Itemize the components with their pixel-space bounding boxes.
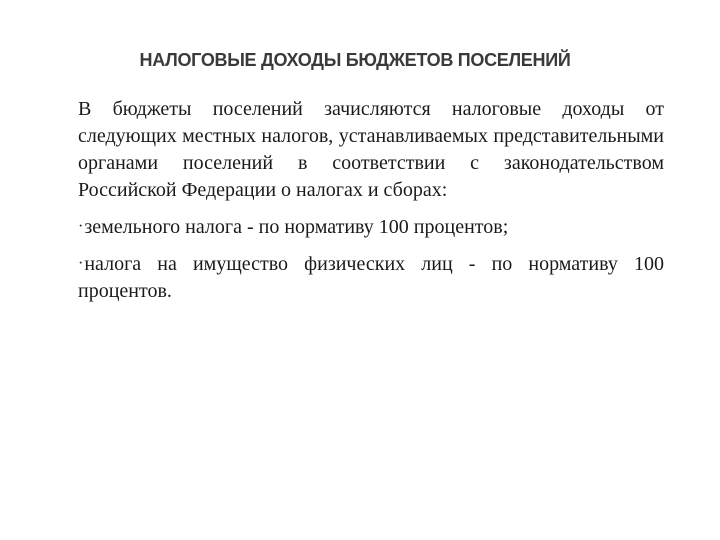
bullet-text: земельного налога - по нормативу 100 процентов; [84, 216, 509, 238]
bullet-text: налога на имущество физических лиц - по нормативу 100 процентов. [78, 253, 664, 302]
bullet-list [78, 213, 664, 305]
bullet-item-land-tax [78, 213, 664, 241]
bullet-item-property-tax [78, 250, 664, 305]
slide-title: НАЛОГОВЫЕ ДОХОДЫ БЮДЖЕТОВ ПОСЕЛЕНИЙ [139, 50, 571, 70]
bullet-dot-icon: · [78, 255, 84, 272]
slide-body [78, 96, 664, 305]
intro-paragraph: В бюджеты поселений зачисляются налоговые доходы от следующих местных налогов, устанавливаемых представительными органами поселений в соответствии с законодательством Российской Федерации о налогах и сборах: [78, 98, 664, 201]
bullet-dot-icon: · [78, 218, 84, 235]
